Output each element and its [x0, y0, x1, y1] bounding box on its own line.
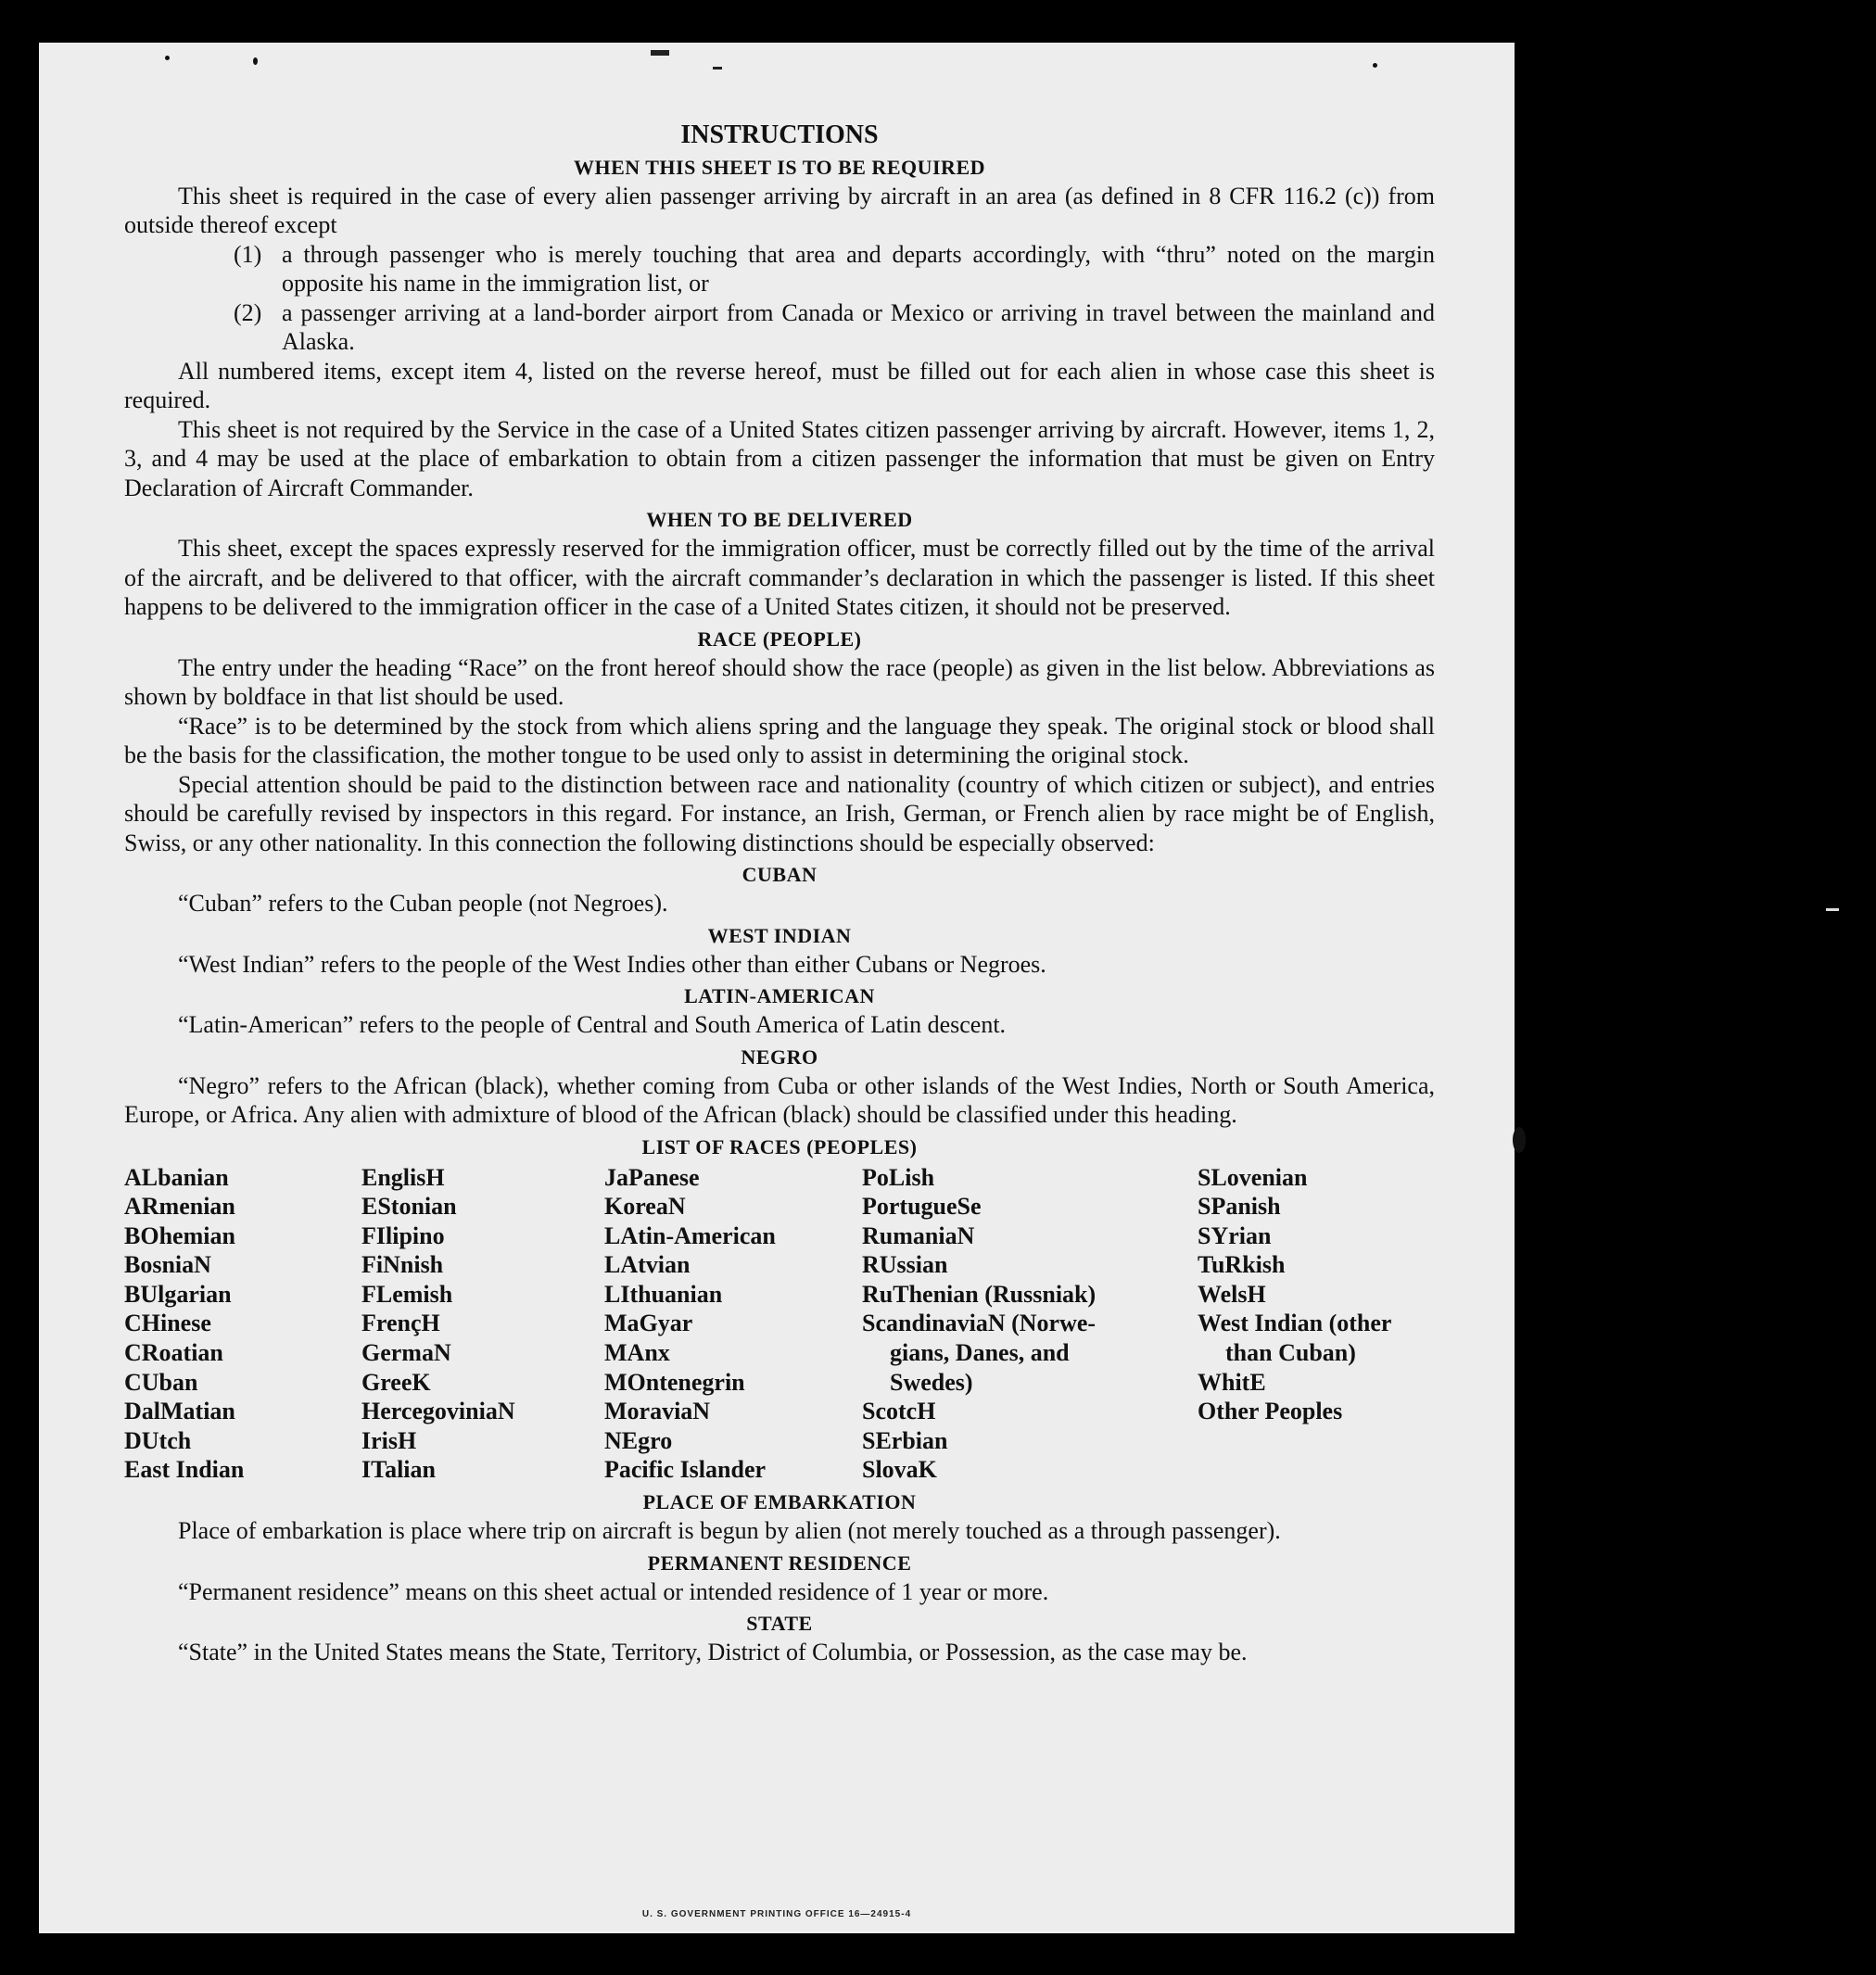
paragraph: All numbered items, except item 4, listed on the reverse hereof, must be filled out for each alien in whose case this sheet is required.: [124, 357, 1435, 413]
paragraph: “West Indian” refers to the people of the West Indies other than either Cubans or Negroes.: [178, 950, 1046, 978]
paragraph: “Race” is to be determined by the stock from which aliens spring and the language they speak. The original stock or blood shall be the basis for the classification, the mother tongue to be used only to assist in determining the original stock.: [124, 712, 1435, 768]
paragraph: “Latin-American” refers to the people of Central and South America of Latin descent.: [178, 1011, 1007, 1038]
scan-mark: [713, 67, 722, 70]
race-entry: MOntenegrin: [604, 1368, 745, 1396]
paragraph: “Negro” refers to the African (black), whether coming from Cuba or other islands of the West Indies, North or South America, Europe, or Africa. Any alien with admixture of blood of the African (black) should be classified under this heading.: [124, 1071, 1435, 1128]
race-entry: SPanish: [1198, 1193, 1281, 1221]
heading-cuban: CUBAN: [742, 863, 818, 886]
race-entry: RUssian: [862, 1251, 948, 1279]
heading-list-of-races: LIST OF RACES (PEOPLES): [641, 1134, 918, 1158]
race-column: [361, 1163, 604, 1486]
race-column: [862, 1163, 1198, 1486]
heading-permanent-residence: PERMANENT RESIDENCE: [647, 1551, 912, 1575]
paragraph: “Permanent residence” means on this sheet actual or intended residence of 1 year or more.: [178, 1577, 1049, 1605]
race-entry: CHinese: [124, 1310, 211, 1337]
race-entry: PoLish: [862, 1163, 935, 1191]
scan-speck: [1373, 63, 1377, 68]
race-entry: TuRkish: [1198, 1251, 1286, 1279]
paragraph: This sheet, except the spaces expressly reserved for the immigration officer, must be correctly filled out by the time of the arrival of the aircraft, and be delivered to that officer, with the aircraft commander’s declaration in which the passenger is listed. If this sheet happens to be delivered to the immigration officer in the case of a United States citizen, it should not be preserved.: [124, 535, 1435, 620]
document-page: [39, 43, 1515, 1933]
heading-west-indian: WEST INDIAN: [707, 923, 852, 947]
race-entry: RumaniaN: [862, 1222, 975, 1249]
race-entry: GreeK: [361, 1368, 431, 1396]
race-column: [604, 1163, 862, 1486]
paragraph: The entry under the heading “Race” on the front hereof should show the race (people) as given in the list below. Abbreviations as shown by boldface in that list should be used.: [124, 653, 1435, 710]
race-entry: NEgro: [604, 1426, 673, 1454]
race-entry: than Cuban): [1225, 1339, 1356, 1367]
race-entry: CRoatian: [124, 1339, 223, 1367]
race-entry: Swedes): [890, 1368, 973, 1396]
race-entry: ScotcH: [862, 1398, 936, 1425]
scan-speck: [165, 56, 170, 60]
race-entry: LAtin-American: [604, 1222, 776, 1249]
race-entry: PortugueSe: [862, 1193, 982, 1221]
race-entry: LIthuanian: [604, 1280, 723, 1308]
race-entry: East Indian: [124, 1456, 245, 1484]
race-column: [124, 1163, 361, 1486]
race-entry: FiNnish: [361, 1251, 444, 1279]
paragraph: “State” in the United States means the State, Territory, District of Columbia, or Possession, as the case may be.: [178, 1639, 1248, 1666]
race-entry: SYrian: [1198, 1222, 1272, 1249]
race-entry: Other Peoples: [1198, 1398, 1343, 1425]
race-column: [1198, 1163, 1429, 1486]
race-entry: ARmenian: [124, 1193, 235, 1221]
paragraph: Special attention should be paid to the distinction between race and nationality (country of which citizen or subject), and entries should be carefully revised by inspectors in this regard. For instance, an Irish, German, or French alien by race might be of English, Swiss, or any other nationality. In this connection the following distinctions should be especially observed:: [124, 770, 1435, 856]
scan-mark: [651, 50, 669, 56]
race-entry: RuThenian (Russniak): [862, 1280, 1096, 1308]
race-entry: DalMatian: [124, 1398, 235, 1425]
race-entry: FLemish: [361, 1280, 453, 1308]
heading-when-required: WHEN THIS SHEET IS TO BE REQUIRED: [573, 155, 986, 179]
scan-speck: [253, 57, 258, 65]
race-entry: ScandinaviaN (Norwe-: [862, 1310, 1096, 1337]
item-number: (1): [234, 240, 262, 268]
item-text: a through passenger who is merely touching that area and departs accordingly, with “thru” noted on the margin opposite his name in the immigration list, or: [282, 240, 1435, 297]
race-entry: BosniaN: [124, 1251, 211, 1279]
race-entry: SLovenian: [1198, 1163, 1308, 1191]
race-entry: MoraviaN: [604, 1398, 711, 1425]
race-entry: CUban: [124, 1368, 198, 1396]
heading-embarkation: PLACE OF EMBARKATION: [642, 1490, 917, 1514]
race-entry: EStonian: [361, 1193, 457, 1221]
instructions-body: [124, 120, 1435, 1667]
race-entry: KoreaN: [604, 1193, 686, 1221]
race-entry: FrençH: [361, 1310, 440, 1337]
item-number: (2): [234, 298, 262, 326]
race-entry: LAtvian: [604, 1251, 691, 1279]
race-entry: BOhemian: [124, 1222, 235, 1249]
list-item: [234, 298, 1435, 357]
race-entry: SErbian: [862, 1426, 948, 1454]
heading-latin-american: LATIN-AMERICAN: [684, 984, 875, 1007]
race-entry: HercegoviniaN: [361, 1398, 515, 1425]
race-entry: WhitE: [1198, 1368, 1266, 1396]
race-entry: West Indian (other: [1198, 1310, 1392, 1337]
heading-race: RACE (PEOPLE): [697, 627, 862, 651]
race-entry: MaGyar: [604, 1310, 693, 1337]
race-entry: BUlgarian: [124, 1280, 232, 1308]
race-entry: gians, Danes, and: [890, 1339, 1070, 1367]
race-entry: Pacific Islander: [604, 1456, 767, 1484]
race-entry: DUtch: [124, 1426, 192, 1454]
scan-speck: [1513, 1127, 1526, 1153]
race-entry: ITalian: [361, 1456, 436, 1484]
paragraph: This sheet is not required by the Service in the case of a United States citizen passenger arriving by aircraft. However, items 1, 2, 3, and 4 may be used at the place of embarkation to obtain from a citizen passenger the information that must be given on Entry Declaration of Aircraft Commander.: [124, 415, 1435, 501]
list-item: [234, 240, 1435, 298]
scan-mark: [1826, 908, 1839, 911]
race-entry: IrisH: [361, 1426, 417, 1454]
race-entry: ALbanian: [124, 1163, 229, 1191]
race-entry: JaPanese: [604, 1163, 700, 1191]
heading-state: STATE: [746, 1612, 813, 1636]
item-text: a passenger arriving at a land-border airport from Canada or Mexico or arriving in travel between the mainland and Alaska.: [282, 298, 1435, 355]
race-entry: GermaN: [361, 1339, 451, 1367]
heading-negro: NEGRO: [741, 1044, 818, 1069]
race-entry: SlovaK: [862, 1456, 937, 1484]
race-entry: EnglisH: [361, 1163, 445, 1191]
printer-imprint: U. S. GOVERNMENT PRINTING OFFICE 16—24915-4: [641, 1909, 912, 1919]
heading-when-delivered: WHEN TO BE DELIVERED: [646, 508, 913, 531]
paragraph: This sheet is required in the case of every alien passenger arriving by aircraft in an area (as defined in 8 CFR 116.2 (c)) from outside thereof except: [124, 182, 1435, 238]
race-entry: FIlipino: [361, 1222, 445, 1249]
paragraph: Place of embarkation is place where trip on aircraft is begun by alien (not merely touched as a through passenger).: [178, 1517, 1281, 1545]
race-entry: MAnx: [604, 1339, 670, 1367]
paragraph: “Cuban” refers to the Cuban people (not Negroes).: [178, 890, 668, 917]
race-list: [124, 1163, 1435, 1486]
race-entry: WelsH: [1198, 1280, 1266, 1308]
page-title: INSTRUCTIONS: [680, 120, 879, 149]
